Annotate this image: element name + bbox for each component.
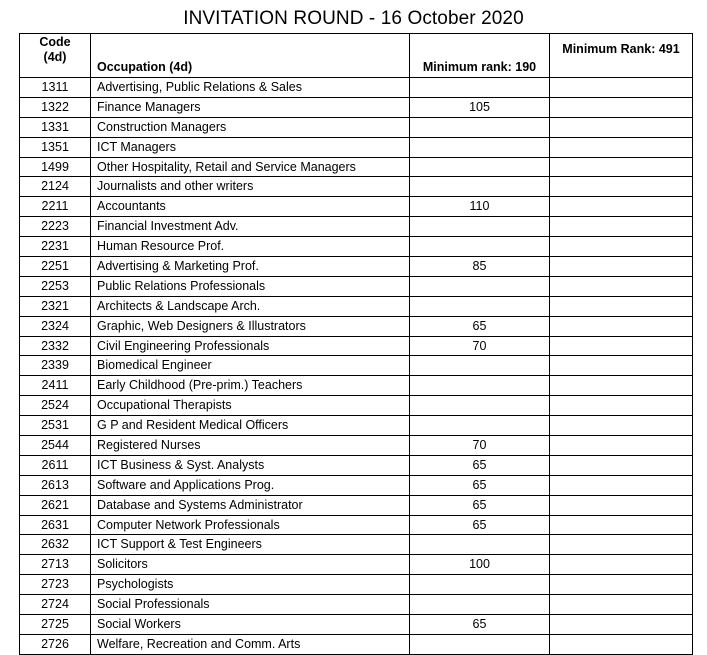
cell-rank-190: 65 — [410, 475, 550, 495]
cell-rank-491 — [550, 475, 693, 495]
cell-occupation: Journalists and other writers — [91, 177, 410, 197]
cell-occupation: G P and Resident Medical Officers — [91, 416, 410, 436]
cell-code: 2253 — [20, 276, 91, 296]
cell-rank-190 — [410, 137, 550, 157]
cell-code: 2723 — [20, 575, 91, 595]
cell-code: 2524 — [20, 396, 91, 416]
column-header-code-line1: Code — [39, 35, 71, 49]
table-row — [20, 416, 693, 436]
cell-rank-491 — [550, 197, 693, 217]
cell-occupation: Early Childhood (Pre-prim.) Teachers — [91, 376, 410, 396]
cell-rank-491 — [550, 177, 693, 197]
cell-occupation: Software and Applications Prog. — [91, 475, 410, 495]
cell-code: 2632 — [20, 535, 91, 555]
column-header-rank-491: Minimum Rank: 491 — [550, 34, 693, 78]
cell-rank-190 — [410, 237, 550, 257]
cell-code: 2724 — [20, 595, 91, 615]
cell-occupation: Human Resource Prof. — [91, 237, 410, 257]
cell-rank-190: 65 — [410, 316, 550, 336]
cell-rank-491 — [550, 117, 693, 137]
table-row — [20, 376, 693, 396]
cell-rank-491 — [550, 575, 693, 595]
page-title: INVITATION ROUND - 16 October 2020 — [183, 8, 524, 29]
table-row — [20, 137, 693, 157]
cell-code: 2332 — [20, 336, 91, 356]
cell-rank-190: 110 — [410, 197, 550, 217]
table-row — [20, 356, 693, 376]
cell-rank-190: 85 — [410, 257, 550, 277]
cell-occupation: Social Professionals — [91, 595, 410, 615]
cell-rank-190 — [410, 177, 550, 197]
cell-rank-190 — [410, 595, 550, 615]
cell-rank-491 — [550, 217, 693, 237]
cell-code: 2411 — [20, 376, 91, 396]
cell-occupation: Database and Systems Administrator — [91, 495, 410, 515]
cell-rank-190: 65 — [410, 515, 550, 535]
table-row — [20, 575, 693, 595]
cell-rank-491 — [550, 416, 693, 436]
cell-rank-190 — [410, 276, 550, 296]
cell-rank-491 — [550, 535, 693, 555]
cell-rank-190 — [410, 376, 550, 396]
cell-code: 2621 — [20, 495, 91, 515]
cell-occupation: Welfare, Recreation and Comm. Arts — [91, 634, 410, 654]
cell-code: 2611 — [20, 455, 91, 475]
cell-rank-491 — [550, 257, 693, 277]
cell-rank-491 — [550, 396, 693, 416]
column-header-code — [20, 34, 91, 78]
cell-rank-190: 65 — [410, 615, 550, 635]
table-row — [20, 515, 693, 535]
cell-code: 1311 — [20, 78, 91, 98]
cell-rank-190 — [410, 535, 550, 555]
cell-occupation: Financial Investment Adv. — [91, 217, 410, 237]
column-header-rank-190: Minimum rank: 190 — [410, 34, 550, 78]
cell-occupation: ICT Business & Syst. Analysts — [91, 455, 410, 475]
table-row — [20, 475, 693, 495]
cell-code: 2544 — [20, 436, 91, 456]
cell-rank-491 — [550, 615, 693, 635]
table-row — [20, 117, 693, 137]
table-row — [20, 157, 693, 177]
cell-occupation: Public Relations Professionals — [91, 276, 410, 296]
cell-rank-190: 65 — [410, 495, 550, 515]
table-row — [20, 615, 693, 635]
cell-rank-491 — [550, 455, 693, 475]
cell-code: 2321 — [20, 296, 91, 316]
cell-rank-190 — [410, 356, 550, 376]
cell-rank-491 — [550, 237, 693, 257]
cell-code: 2231 — [20, 237, 91, 257]
invitation-table — [19, 33, 693, 655]
table-row — [20, 316, 693, 336]
cell-occupation: Accountants — [91, 197, 410, 217]
cell-code: 2339 — [20, 356, 91, 376]
table-row — [20, 97, 693, 117]
table-row — [20, 595, 693, 615]
cell-occupation: Occupational Therapists — [91, 396, 410, 416]
table-row — [20, 396, 693, 416]
cell-occupation: Finance Managers — [91, 97, 410, 117]
cell-rank-491 — [550, 97, 693, 117]
cell-code: 2124 — [20, 177, 91, 197]
cell-code: 2726 — [20, 634, 91, 654]
cell-code: 2631 — [20, 515, 91, 535]
table-row — [20, 78, 693, 98]
cell-occupation: Registered Nurses — [91, 436, 410, 456]
table-row — [20, 336, 693, 356]
cell-code: 2251 — [20, 257, 91, 277]
cell-occupation: Architects & Landscape Arch. — [91, 296, 410, 316]
cell-rank-190: 70 — [410, 436, 550, 456]
cell-rank-190: 100 — [410, 555, 550, 575]
cell-occupation: ICT Support & Test Engineers — [91, 535, 410, 555]
cell-rank-491 — [550, 515, 693, 535]
table-row — [20, 495, 693, 515]
cell-code: 2725 — [20, 615, 91, 635]
cell-rank-491 — [550, 634, 693, 654]
cell-rank-491 — [550, 276, 693, 296]
table-row — [20, 436, 693, 456]
cell-code: 1499 — [20, 157, 91, 177]
cell-code: 1322 — [20, 97, 91, 117]
table-body — [20, 78, 693, 655]
table-header — [20, 34, 693, 78]
cell-rank-190 — [410, 78, 550, 98]
cell-rank-491 — [550, 376, 693, 396]
cell-occupation: Psychologists — [91, 575, 410, 595]
cell-occupation: Other Hospitality, Retail and Service Managers — [91, 157, 410, 177]
cell-code: 2324 — [20, 316, 91, 336]
cell-code: 2211 — [20, 197, 91, 217]
cell-rank-190: 105 — [410, 97, 550, 117]
table-row — [20, 237, 693, 257]
header-row — [20, 34, 693, 78]
cell-occupation: Biomedical Engineer — [91, 356, 410, 376]
table-row — [20, 634, 693, 654]
cell-code: 2223 — [20, 217, 91, 237]
column-header-occupation: Occupation (4d) — [91, 34, 410, 78]
cell-occupation: Construction Managers — [91, 117, 410, 137]
cell-code: 1351 — [20, 137, 91, 157]
cell-rank-190 — [410, 296, 550, 316]
cell-rank-190 — [410, 634, 550, 654]
cell-rank-190 — [410, 117, 550, 137]
cell-occupation: Social Workers — [91, 615, 410, 635]
cell-occupation: Solicitors — [91, 555, 410, 575]
cell-occupation: Advertising, Public Relations & Sales — [91, 78, 410, 98]
cell-rank-491 — [550, 356, 693, 376]
table-row — [20, 197, 693, 217]
cell-rank-190 — [410, 217, 550, 237]
cell-rank-491 — [550, 296, 693, 316]
cell-rank-491 — [550, 336, 693, 356]
cell-rank-491 — [550, 495, 693, 515]
table-row — [20, 257, 693, 277]
table-row — [20, 276, 693, 296]
cell-code: 2713 — [20, 555, 91, 575]
cell-rank-491 — [550, 316, 693, 336]
table-row — [20, 455, 693, 475]
cell-code: 2613 — [20, 475, 91, 495]
cell-rank-491 — [550, 555, 693, 575]
cell-occupation: ICT Managers — [91, 137, 410, 157]
cell-code: 2531 — [20, 416, 91, 436]
cell-rank-491 — [550, 157, 693, 177]
cell-occupation: Civil Engineering Professionals — [91, 336, 410, 356]
cell-rank-491 — [550, 436, 693, 456]
table-row — [20, 177, 693, 197]
cell-rank-190: 65 — [410, 455, 550, 475]
table-row — [20, 555, 693, 575]
cell-occupation: Graphic, Web Designers & Illustrators — [91, 316, 410, 336]
cell-rank-491 — [550, 78, 693, 98]
cell-rank-190 — [410, 157, 550, 177]
table-row — [20, 217, 693, 237]
table-row — [20, 535, 693, 555]
column-header-code-line2: (4d) — [43, 50, 67, 64]
cell-occupation: Computer Network Professionals — [91, 515, 410, 535]
cell-occupation: Advertising & Marketing Prof. — [91, 257, 410, 277]
table-row — [20, 296, 693, 316]
cell-rank-190: 70 — [410, 336, 550, 356]
cell-rank-190 — [410, 575, 550, 595]
cell-rank-190 — [410, 396, 550, 416]
cell-rank-190 — [410, 416, 550, 436]
cell-rank-491 — [550, 595, 693, 615]
cell-rank-491 — [550, 137, 693, 157]
cell-code: 1331 — [20, 117, 91, 137]
